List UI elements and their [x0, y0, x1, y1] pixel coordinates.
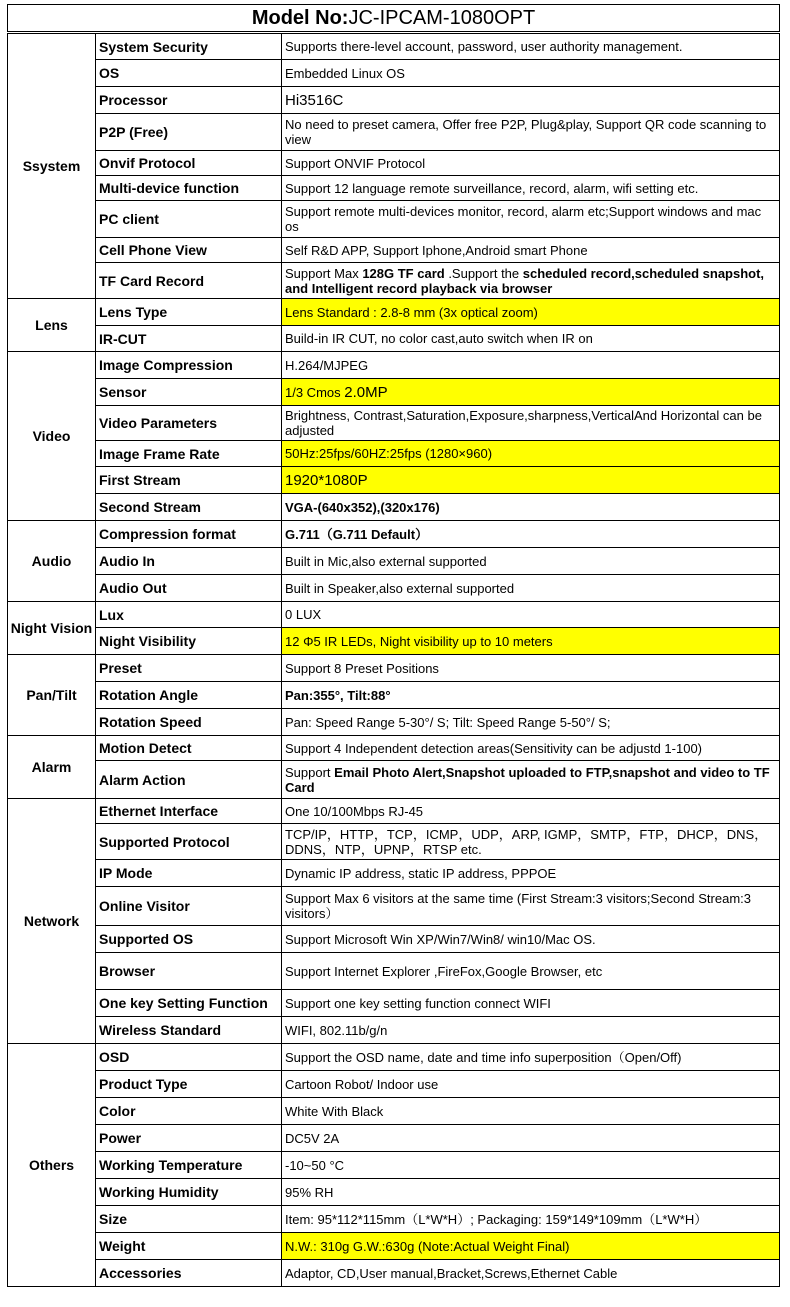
- feature-label: Preset: [96, 655, 282, 682]
- feature-value: 1920*1080P: [282, 467, 780, 494]
- feature-label: Video Parameters: [96, 406, 282, 441]
- feature-value: Build-in IR CUT, no color cast,auto switch when IR on: [282, 326, 780, 352]
- feature-value: Embedded Linux OS: [282, 60, 780, 87]
- feature-value: Support Microsoft Win XP/Win7/Win8/ win10/Mac OS.: [282, 926, 780, 953]
- spec-row-ip-mode: [8, 860, 780, 887]
- feature-value: White With Black: [282, 1098, 780, 1125]
- spec-row-second-stream: [8, 494, 780, 521]
- feature-value: H.264/MJPEG: [282, 352, 780, 379]
- feature-label: Accessories: [96, 1260, 282, 1287]
- feature-value: -10~50 °C: [282, 1152, 780, 1179]
- feature-label: Compression format: [96, 521, 282, 548]
- feature-value: G.711（G.711 Default）: [282, 521, 780, 548]
- feature-value: Item: 95*112*115mm（L*W*H）; Packaging: 159*149*109mm（L*W*H）: [282, 1206, 780, 1233]
- spec-row-weight: [8, 1233, 780, 1260]
- feature-label: Supported OS: [96, 926, 282, 953]
- spec-row-audio-in: [8, 548, 780, 575]
- feature-value: N.W.: 310g G.W.:630g (Note:Actual Weight Final): [282, 1233, 780, 1260]
- spec-row-ethernet-interface: [8, 799, 780, 824]
- feature-label: Online Visitor: [96, 887, 282, 926]
- spec-row-color: [8, 1098, 780, 1125]
- value-part: 1/3 Cmos: [285, 384, 345, 400]
- feature-label: Rotation Angle: [96, 682, 282, 709]
- spec-row-p2p-free: [8, 114, 780, 151]
- feature-label: Power: [96, 1125, 282, 1152]
- spec-row-night-visibility: [8, 628, 780, 655]
- feature-value: Cartoon Robot/ Indoor use: [282, 1071, 780, 1098]
- feature-value: No need to preset camera, Offer free P2P, Plug&play, Support QR code scanning to view: [282, 114, 780, 151]
- spec-row-sensor: [8, 379, 780, 406]
- feature-label: Wireless Standard: [96, 1017, 282, 1044]
- feature-value: Pan: Speed Range 5-30°/ S; Tilt: Speed Range 5-50°/ S;: [282, 709, 780, 736]
- spec-row-image-frame-rate: [8, 441, 780, 467]
- value-part: Support Max: [285, 265, 363, 281]
- model-number: JC-IPCAM-1080OPT: [348, 7, 536, 29]
- spec-row-supported-os: [8, 926, 780, 953]
- spec-row-cell-phone-view: [8, 238, 780, 263]
- feature-value: Support 8 Preset Positions: [282, 655, 780, 682]
- spec-row-rotation-speed: [8, 709, 780, 736]
- feature-label: OS: [96, 60, 282, 87]
- feature-label: OSD: [96, 1044, 282, 1071]
- feature-label: Processor: [96, 87, 282, 114]
- spec-row-tf-card-record: [8, 263, 780, 299]
- feature-label: Onvif Protocol: [96, 151, 282, 176]
- spec-row-rotation-angle: [8, 682, 780, 709]
- spec-row-osd: [8, 1044, 780, 1071]
- value-part: scheduled record,scheduled snapshot, and Intelligent record playback via browser: [285, 265, 765, 296]
- feature-value: WIFI, 802.11b/g/n: [282, 1017, 780, 1044]
- feature-value: 50Hz:25fps/60HZ:25fps (1280×960): [282, 441, 780, 467]
- spec-row-preset: [8, 655, 780, 682]
- feature-value: Support Max 6 visitors at the same time (First Stream:3 visitors;Second Stream:3 visitors）: [282, 887, 780, 926]
- spec-row-accessories: [8, 1260, 780, 1287]
- feature-label: Color: [96, 1098, 282, 1125]
- feature-label: Working Humidity: [96, 1179, 282, 1206]
- feature-value: Brightness, Contrast,Saturation,Exposure,sharpness,VerticalAnd Horizontal can be adjusted: [282, 406, 780, 441]
- spec-row-pc-client: [8, 201, 780, 238]
- feature-label: Weight: [96, 1233, 282, 1260]
- feature-value: Self R&D APP, Support Iphone,Android smart Phone: [282, 238, 780, 263]
- feature-label: Multi-device function: [96, 176, 282, 201]
- category-lens: Lens: [8, 299, 96, 352]
- feature-label: Lux: [96, 602, 282, 628]
- spec-row-one-key-setting-function: [8, 990, 780, 1017]
- feature-value: Support Internet Explorer ,FireFox,Google Browser, etc: [282, 953, 780, 990]
- feature-value: 12 Φ5 IR LEDs, Night visibility up to 10 meters: [282, 628, 780, 655]
- spec-row-ir-cut: [8, 326, 780, 352]
- feature-label: Size: [96, 1206, 282, 1233]
- feature-value: TCP/IP，HTTP，TCP，ICMP，UDP，ARP, IGMP，SMTP，FTP，DHCP，DNS，DDNS，NTP，UPNP，RTSP etc.: [282, 824, 780, 860]
- spec-row-system-security: [8, 34, 780, 60]
- category-night-vision: Night Vision: [8, 602, 96, 655]
- feature-label: Lens Type: [96, 299, 282, 326]
- category-ssystem: Ssystem: [8, 34, 96, 299]
- value-part: Email Photo Alert,Snapshot uploaded to FTP,snapshot and video to TF Card: [285, 764, 770, 795]
- page-title: [7, 4, 780, 32]
- feature-value: DC5V 2A: [282, 1125, 780, 1152]
- feature-label: IP Mode: [96, 860, 282, 887]
- spec-table: [7, 33, 780, 1287]
- feature-value: 0 LUX: [282, 602, 780, 628]
- feature-label: Working Temperature: [96, 1152, 282, 1179]
- feature-label: P2P (Free): [96, 114, 282, 151]
- category-pan-tilt: Pan/Tilt: [8, 655, 96, 736]
- feature-value: Dynamic IP address, static IP address, PPPOE: [282, 860, 780, 887]
- feature-value: Built in Mic,also external supported: [282, 548, 780, 575]
- spec-row-audio-out: [8, 575, 780, 602]
- feature-label: PC client: [96, 201, 282, 238]
- feature-label: Alarm Action: [96, 761, 282, 799]
- feature-label: Sensor: [96, 379, 282, 406]
- feature-value: Support remote multi-devices monitor, record, alarm etc;Support windows and mac os: [282, 201, 780, 238]
- feature-value: Support the OSD name, date and time info superposition（Open/Off): [282, 1044, 780, 1071]
- feature-label: TF Card Record: [96, 263, 282, 299]
- spec-row-wireless-standard: [8, 1017, 780, 1044]
- feature-value: VGA-(640x352),(320x176): [282, 494, 780, 521]
- feature-value: [282, 263, 780, 299]
- feature-value: [282, 761, 780, 799]
- feature-value: Support ONVIF Protocol: [282, 151, 780, 176]
- spec-row-working-humidity: [8, 1179, 780, 1206]
- spec-row-lens-type: [8, 299, 780, 326]
- spec-row-supported-protocol: [8, 824, 780, 860]
- feature-label: Second Stream: [96, 494, 282, 521]
- feature-value: Support 4 Independent detection areas(Sensitivity can be adjustd 1-100): [282, 736, 780, 761]
- feature-value: 95% RH: [282, 1179, 780, 1206]
- feature-label: First Stream: [96, 467, 282, 494]
- feature-value: Built in Speaker,also external supported: [282, 575, 780, 602]
- feature-label: Rotation Speed: [96, 709, 282, 736]
- category-video: Video: [8, 352, 96, 521]
- category-alarm: Alarm: [8, 736, 96, 799]
- spec-row-first-stream: [8, 467, 780, 494]
- feature-value: Pan:355°, Tilt:88°: [282, 682, 780, 709]
- value-part: Support: [285, 764, 335, 780]
- feature-label: Audio In: [96, 548, 282, 575]
- feature-label: Ethernet Interface: [96, 799, 282, 824]
- category-others: Others: [8, 1044, 96, 1287]
- feature-label: Image Frame Rate: [96, 441, 282, 467]
- spec-row-browser: [8, 953, 780, 990]
- feature-label: Audio Out: [96, 575, 282, 602]
- spec-row-compression-format: [8, 521, 780, 548]
- spec-row-os: [8, 60, 780, 87]
- feature-label: IR-CUT: [96, 326, 282, 352]
- value-part: 2.0MP: [344, 383, 388, 401]
- feature-value: Supports there-level account, password, user authority management.: [282, 34, 780, 60]
- spec-row-power: [8, 1125, 780, 1152]
- feature-value: One 10/100Mbps RJ-45: [282, 799, 780, 824]
- feature-value: Support one key setting function connect WIFI: [282, 990, 780, 1017]
- spec-row-motion-detect: [8, 736, 780, 761]
- feature-label: Image Compression: [96, 352, 282, 379]
- title-label: Model No:: [251, 7, 349, 29]
- spec-row-working-temperature: [8, 1152, 780, 1179]
- value-part: .Support the: [444, 265, 523, 281]
- feature-value: Support 12 language remote surveillance, record, alarm, wifi setting etc.: [282, 176, 780, 201]
- feature-value: Adaptor, CD,User manual,Bracket,Screws,Ethernet Cable: [282, 1260, 780, 1287]
- spec-row-lux: [8, 602, 780, 628]
- feature-label: Motion Detect: [96, 736, 282, 761]
- feature-label: Night Visibility: [96, 628, 282, 655]
- spec-row-online-visitor: [8, 887, 780, 926]
- feature-value: Hi3516C: [282, 87, 780, 114]
- category-audio: Audio: [8, 521, 96, 602]
- feature-label: System Security: [96, 34, 282, 60]
- spec-row-image-compression: [8, 352, 780, 379]
- feature-value: [282, 379, 780, 406]
- feature-label: One key Setting Function: [96, 990, 282, 1017]
- spec-row-processor: [8, 87, 780, 114]
- spec-row-product-type: [8, 1071, 780, 1098]
- feature-label: Cell Phone View: [96, 238, 282, 263]
- spec-row-multi-device-function: [8, 176, 780, 201]
- feature-value: Lens Standard : 2.8-8 mm (3x optical zoom): [282, 299, 780, 326]
- spec-row-alarm-action: [8, 761, 780, 799]
- feature-label: Browser: [96, 953, 282, 990]
- spec-row-onvif-protocol: [8, 151, 780, 176]
- feature-label: Supported Protocol: [96, 824, 282, 860]
- value-part: 128G TF card: [362, 265, 445, 281]
- spec-row-video-parameters: [8, 406, 780, 441]
- spec-row-size: [8, 1206, 780, 1233]
- category-network: Network: [8, 799, 96, 1044]
- feature-label: Product Type: [96, 1071, 282, 1098]
